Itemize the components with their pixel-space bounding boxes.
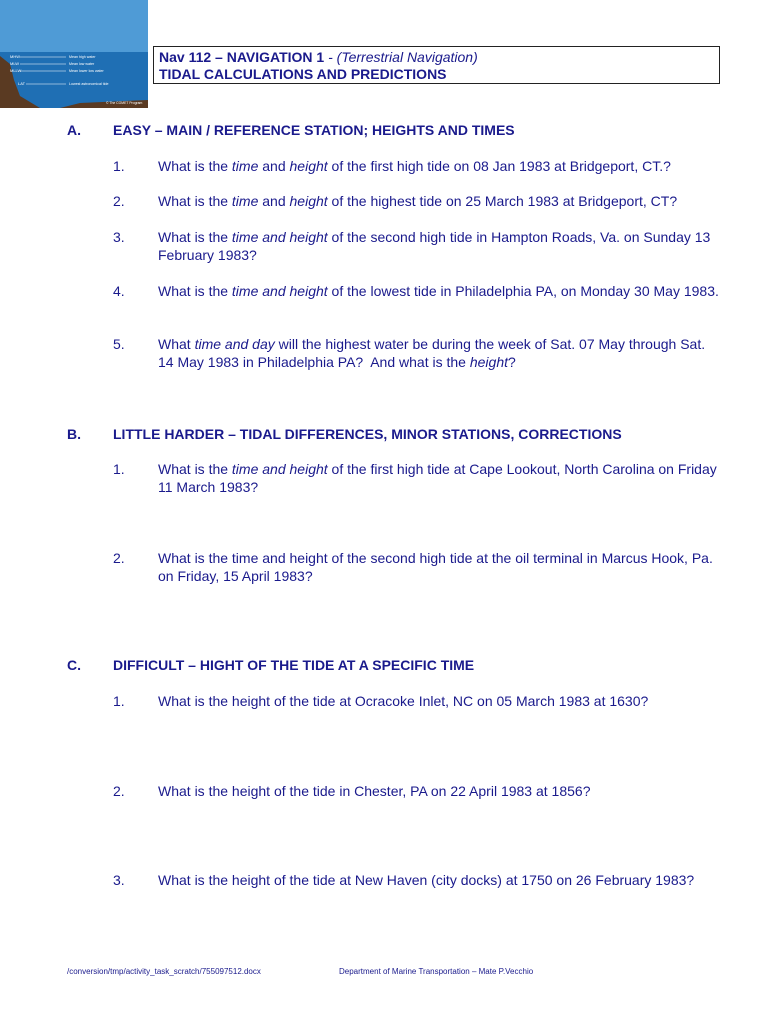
section-title: LITTLE HARDER – TIDAL DIFFERENCES, MINOR STATIONS, CORRECTIONS: [113, 426, 622, 442]
question-number: 5.: [113, 336, 125, 352]
course-subtitle: (Terrestrial Navigation): [336, 49, 478, 65]
section-letter: A.: [67, 122, 81, 138]
question-text: What time and day will the highest water be during the week of Sat. 07 May through Sat. 14 May 1983 in Philadelphia PA? And what is the height?: [158, 336, 706, 370]
course-line: [159, 49, 714, 66]
graphic-credit: © The COMET Program: [106, 101, 143, 105]
section-title: EASY – MAIN / REFERENCE STATION; HEIGHTS AND TIMES: [113, 122, 515, 138]
question-number: 1.: [113, 158, 125, 174]
datum-description: Mean high water: [69, 55, 96, 59]
document-title: TIDAL CALCULATIONS AND PREDICTIONS: [159, 66, 447, 82]
datum-label: MLLW: [10, 68, 22, 73]
question-text: What is the time and height of the second high tide in Hampton Roads, Va. on Sunday 13 February 1983?: [158, 229, 711, 263]
question-text: What is the time and height of the second high tide at the oil terminal in Marcus Hook, Pa. on Friday, 15 April 1983?: [158, 550, 713, 584]
question-text: What is the height of the tide at Ocracoke Inlet, NC on 05 March 1983 at 1630?: [158, 693, 649, 709]
section-letter: B.: [67, 426, 81, 442]
datum-description: Mean low water: [69, 62, 95, 66]
question-text: What is the time and height of the highest tide on 25 March 1983 at Bridgeport, CT?: [158, 193, 678, 209]
document-header: [153, 46, 720, 84]
section-heading-a: [67, 122, 515, 138]
datum-label: LAT: [18, 81, 26, 86]
question-number: 3.: [113, 872, 125, 888]
section-title: DIFFICULT – HIGHT OF THE TIDE AT A SPECIFIC TIME: [113, 657, 475, 673]
tide-datum-diagram: [0, 0, 148, 108]
question-text: What is the time and height of the first high tide on 08 Jan 1983 at Bridgeport, CT.?: [158, 158, 671, 174]
course-code: Nav 112 – NAVIGATION 1: [159, 49, 325, 65]
datum-label: MHW: [10, 54, 20, 59]
section-heading-b: [67, 426, 622, 442]
question-number: 2.: [113, 783, 125, 799]
question-text: What is the time and height of the first high tide at Cape Lookout, North Carolina on Friday 11 March 1983?: [158, 461, 717, 495]
question-text: What is the time and height of the lowest tide in Philadelphia PA, on Monday 30 May 1983.: [158, 283, 719, 299]
footer-department: Department of Marine Transportation – Mate P.Vecchio: [339, 967, 534, 976]
sky: [0, 0, 148, 56]
tide-datum-illustration: [0, 0, 148, 108]
question-number: 2.: [113, 193, 125, 209]
question-number: 2.: [113, 550, 125, 566]
footer-file-path: /conversion/tmp/activity_task_scratch/755097512.docx: [67, 967, 261, 976]
question-text: What is the height of the tide at New Haven (city docks) at 1750 on 26 February 1983?: [158, 872, 695, 888]
question-number: 3.: [113, 229, 125, 245]
question-number: 1.: [113, 461, 125, 477]
section-letter: C.: [67, 657, 81, 673]
section-heading-c: [67, 657, 474, 673]
separator: -: [324, 49, 337, 65]
question-number: 4.: [113, 283, 125, 299]
datum-description: Mean lower low water: [69, 69, 104, 73]
datum-label: MLW: [10, 61, 20, 66]
question-number: 1.: [113, 693, 125, 709]
question-text: What is the height of the tide in Chester, PA on 22 April 1983 at 1856?: [158, 783, 591, 799]
datum-description: Lowest astronomical tide: [69, 82, 109, 86]
